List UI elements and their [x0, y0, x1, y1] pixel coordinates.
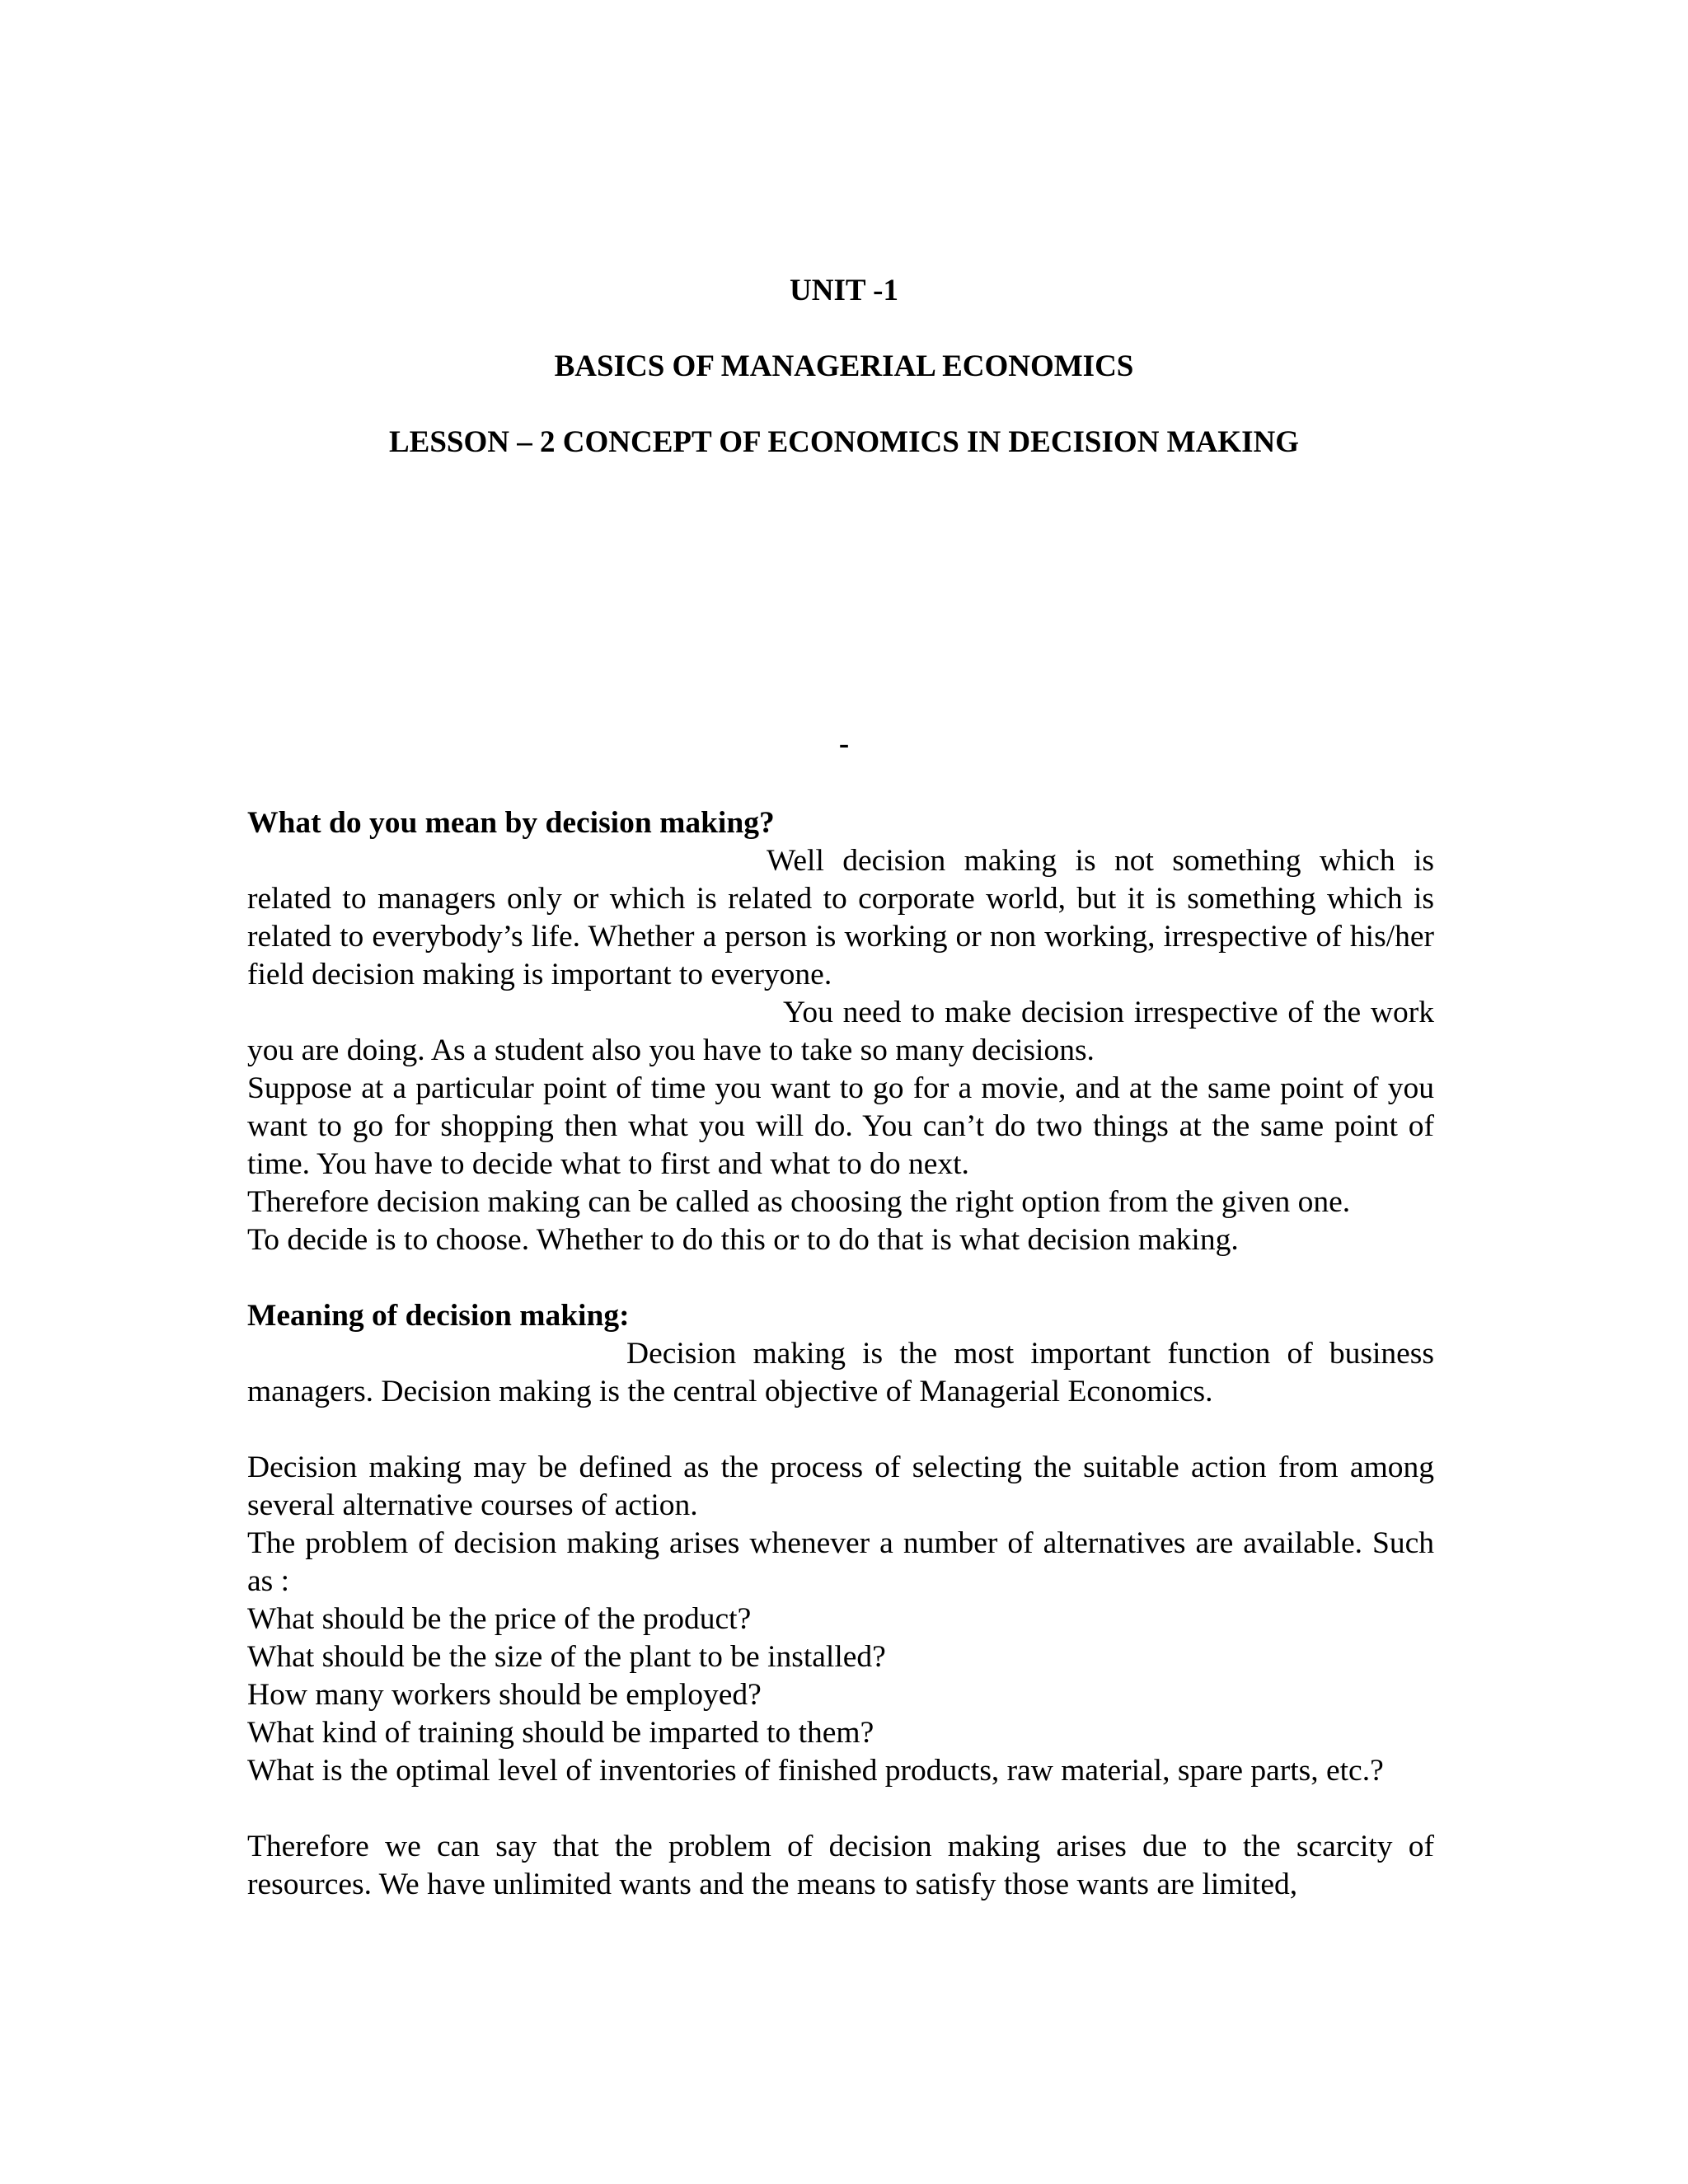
question-line: What should be the size of the plant to be installed?	[247, 1640, 886, 1674]
question-line: What kind of training should be imparted to them?	[247, 1716, 874, 1750]
paragraph: Suppose at a particular point of time you want to go for a movie, and at the same point of you want to go for shopping then what you will do. You can’t do two things at the same point of time. You have to decide what to first and what to do next.	[247, 1071, 1434, 1181]
spacer	[247, 1790, 1434, 1828]
paragraph: Decision making is the most important function of business managers. Decision making is the central objective of Managerial Economics.	[247, 1337, 1434, 1408]
paragraph: Therefore we can say that the problem of decision making arises due to the scarcity of resources. We have unlimited wants and the means to satisfy those wants are limited,	[247, 1830, 1434, 1901]
spacer	[247, 1259, 1434, 1297]
body-text	[247, 804, 1434, 1904]
paragraph: The problem of decision making arises whenever a number of alternatives are available. Such as :	[247, 1526, 1434, 1598]
spacer	[247, 1411, 1434, 1449]
question-line: How many workers should be employed?	[247, 1678, 762, 1712]
paragraph: Well decision making is not something which is related to managers only or which is related to corporate world, but it is something which is related to everybody’s life. Whether a person is working or non working, irrespective of his/her field decision making is important to everyone.	[247, 844, 1434, 991]
question-line: What should be the price of the product?	[247, 1602, 752, 1636]
unit-title: UNIT -1	[790, 274, 898, 307]
lesson-title: LESSON – 2 CONCEPT OF ECONOMICS IN DECISION MAKING	[389, 425, 1299, 459]
question-line: What is the optimal level of inventories of finished products, raw material, spare parts, etc.?	[247, 1754, 1384, 1788]
paragraph: You need to make decision irrespective of the work you are doing. As a student also you have to take so many decisions.	[247, 996, 1434, 1067]
separator-dash: -	[838, 727, 850, 761]
paragraph: Therefore decision making can be called as choosing the right option from the given one.	[247, 1185, 1351, 1219]
paragraph: Decision making may be defined as the process of selecting the suitable action from among several alternative courses of action.	[247, 1451, 1434, 1522]
section-heading-meaning-of-decision-making: Meaning of decision making:	[247, 1299, 630, 1333]
paragraph: To decide is to choose. Whether to do this or to do that is what decision making.	[247, 1223, 1239, 1257]
section-heading-what-is-decision-making: What do you mean by decision making?	[247, 806, 775, 840]
subject-title: BASICS OF MANAGERIAL ECONOMICS	[554, 349, 1134, 383]
